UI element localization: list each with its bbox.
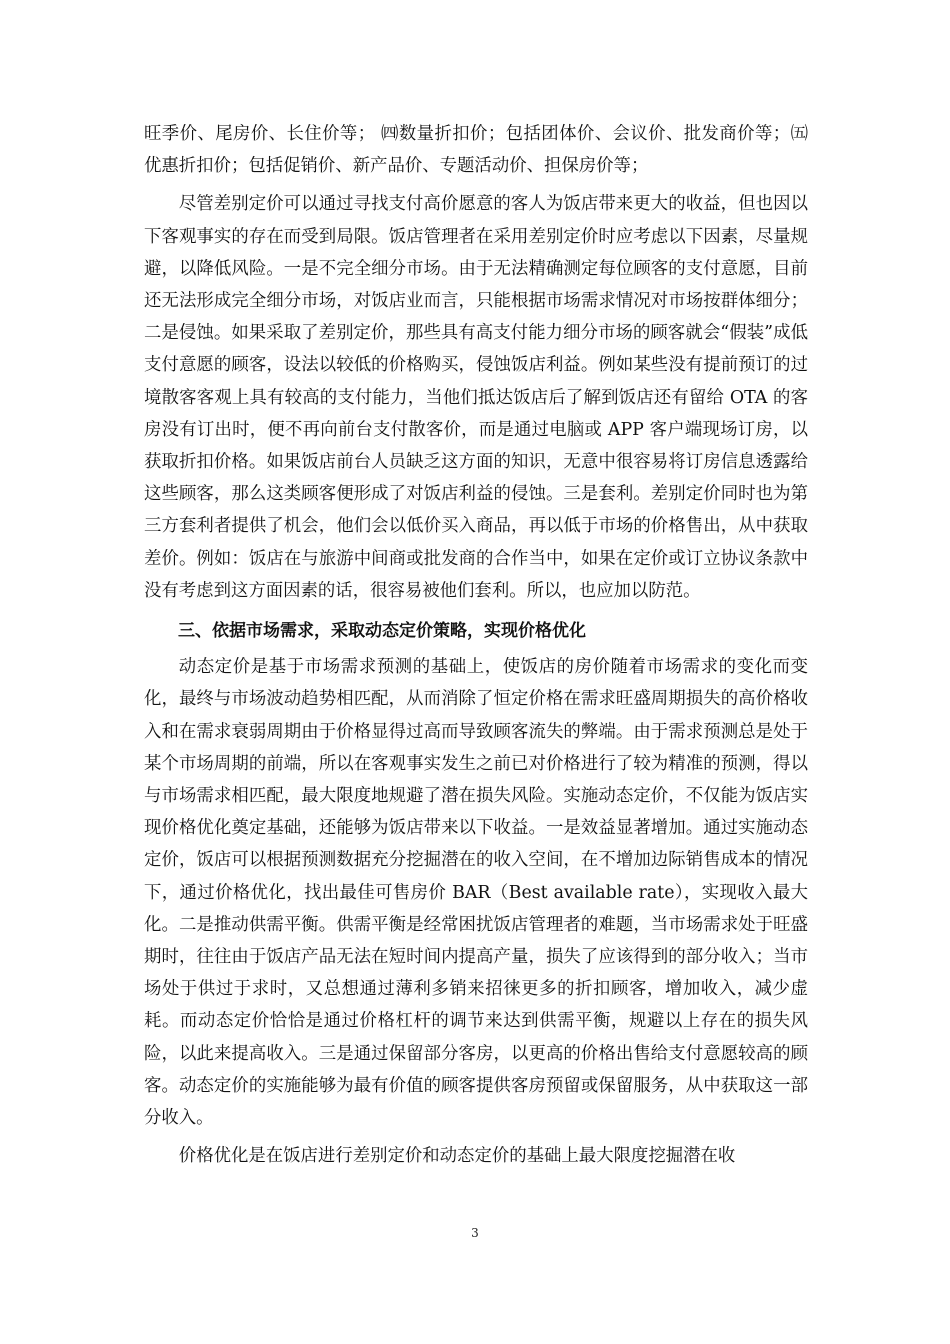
paragraph-price-categories: 旺季价、尾房价、长住价等； ㈣数量折扣价；包括团体价、会议价、批发商价等；㈤优惠折扣价；包括促销价、新产品价、专题活动价、担保房价等；: [144, 124, 808, 177]
paragraph-dynamic-pricing: 动态定价是基于市场需求预测的基础上，使饭店的房价随着市场需求的变化而变化，最终与市场波动趋势相匹配，从而消除了恒定价格在需求旺盛周期损失的高价格收入和在需求衰弱周期由于价格显得过高而导致顾客流失的弊端。由于需求预测总是处于某个市场周期的前端，所以在客观事实发生之前已对价格进行了较为精准的预测，得以与市场需求相匹配，最大限度地规避了潜在损失风险。实施动态定价，不仅能为饭店实现价格优化奠定基础，还能够为饭店带来以下收益。一是效益显著增加。通过实施动态定价，饭店可以根据预测数据充分挖掘潜在的收入空间，在不增加边际销售成本的情况下，通过价格优化，找出最佳可售房价 BAR（Best available rate），实现收入最大化。二是推动供需平衡。供需平衡是经常困扰饭店管理者的难题，当市场需求处于旺盛期时，往往由于饭店产品无法在短时间内提高产量，损失了应该得到的部分收入；当市场处于供过于求时，又总想通过薄利多销来招徕更多的折扣顾客，增加收入，减少虚耗。而动态定价恰恰是通过价格杠杆的调节来达到供需平衡，规避以上存在的损失风险，以此来提高收入。三是通过保留部分客房，以更高的价格出售给支付意愿较高的顾客。动态定价的实施能够为最有价值的顾客提供客房预留或保留服务，从中获取这一部分收入。: [144, 657, 808, 1129]
paragraph-differential-pricing-limits: 尽管差别定价可以通过寻找支付高价愿意的客人为饭店带来更大的收益，但也因以下客观事实的存在而受到局限。饭店管理者在采用差别定价时应考虑以下因素，尽量规避，以降低风险。一是不完全细分市场。由于无法精确测定每位顾客的支付意愿，目前还无法形成完全细分市场，对饭店业而言，只能根据市场需求情况对市场按群体细分；二是侵蚀。如果采取了差别定价，那些具有高支付能力细分市场的顾客就会“假装”成低支付意愿的顾客，设法以较低的价格购买，侵蚀饭店利益。例如某些没有提前预订的过境散客客观上具有较高的支付能力，当他们抵达饭店后了解到饭店还有留给 OTA 的客房没有订出时，便不再向前台支付散客价，而是通过电脑或 APP 客户端现场订房，以获取折扣价格。如果饭店前台人员缺乏这方面的知识，无意中很容易将订房信息透露给这些顾客，那么这类顾客便形成了对饭店利益的侵蚀。三是套利。差别定价同时也为第三方套利者提供了机会，他们会以低价买入商品，再以低于市场的价格售出，从中获取差价。例如：饭店在与旅游中间商或批发商的合作当中，如果在定价或订立协议条款中没有考虑到这方面因素的话，很容易被他们套利。所以，也应加以防范。: [144, 194, 808, 601]
paragraph-price-optimization: 价格优化是在饭店进行差别定价和动态定价的基础上最大限度挖掘潜在收: [178, 1146, 736, 1167]
section-heading: 三、依据市场需求，采取动态定价策略，实现价格优化: [178, 621, 586, 642]
page-number: 3: [471, 1226, 479, 1240]
document-body: [144, 118, 808, 1173]
